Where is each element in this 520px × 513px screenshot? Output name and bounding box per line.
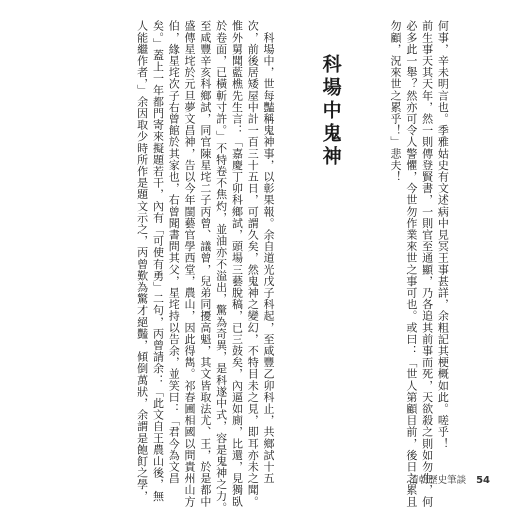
page-number: 54 — [476, 475, 490, 486]
book-title: 清朝歷史筆談 — [409, 475, 467, 486]
section-heading: 科場中鬼神 — [319, 54, 342, 169]
paragraph-section-body: 科場中，世每豔稱鬼神事，以彰果報。余自道光戊子科起，至咸豐乙卯科止，共鄉試十五 次，前後居矮屋中計一百三十五日，可謂久矣，然鬼神之變幻，不特目未之見，即耳亦未之聞。 惟外舅聞藍樵先生言：「嘉慶丁卯科鄉試，頭場三藝脫稿，已三鼓矣，內逼如廁，比還，見獨臥 於卷面，已橫斬寸許。」不特卷不焦灼，並油亦不溢出，驚為奇異，是科遂中式，容是鬼神之力。 至咸豐辛亥科鄉試，同官陳星垞二子丙曾、議曾，兒弟同擾高魁，其文皆取法尤、王，於是都中 盛傳星垞於元旦夢文昌神，告以今年閩藝官學西堂，農山，因此得雋。祁春圃相國以問貴州山方 伯，緣星垞次子右曾館於其家也，右曾聞書問其父，星垞持以告余，並笑曰：「君今為文昌 矣。」蓋上一年都門寄來擬題若干，內有「可使有勇」二句，丙曾請余：「此文自王農山後，無 人能繼作者，」余因取少時所作是題文示之，丙曾歎為驚才絕豔，傾倒萬狀，余謂是飽飣之學， — [135, 20, 276, 513]
page-footer — [409, 472, 490, 486]
paragraph-previous-story: 何事，辛未明言也。季雅姑史有文述病中見冥王事甚詳，余粗記其梗概如此。嗟乎！ 前生事天其天年，然一則傳登賢書，一則官至通顯，乃各追其前事而死，天欲殺之則如勿生，何 必多此一舉？然亦可令人警懼，今世勿作業來世之事可也。或曰：「世人第顧目前，後日之累且 勿顧，況來世之累乎！」悲夫！ — [389, 20, 450, 508]
